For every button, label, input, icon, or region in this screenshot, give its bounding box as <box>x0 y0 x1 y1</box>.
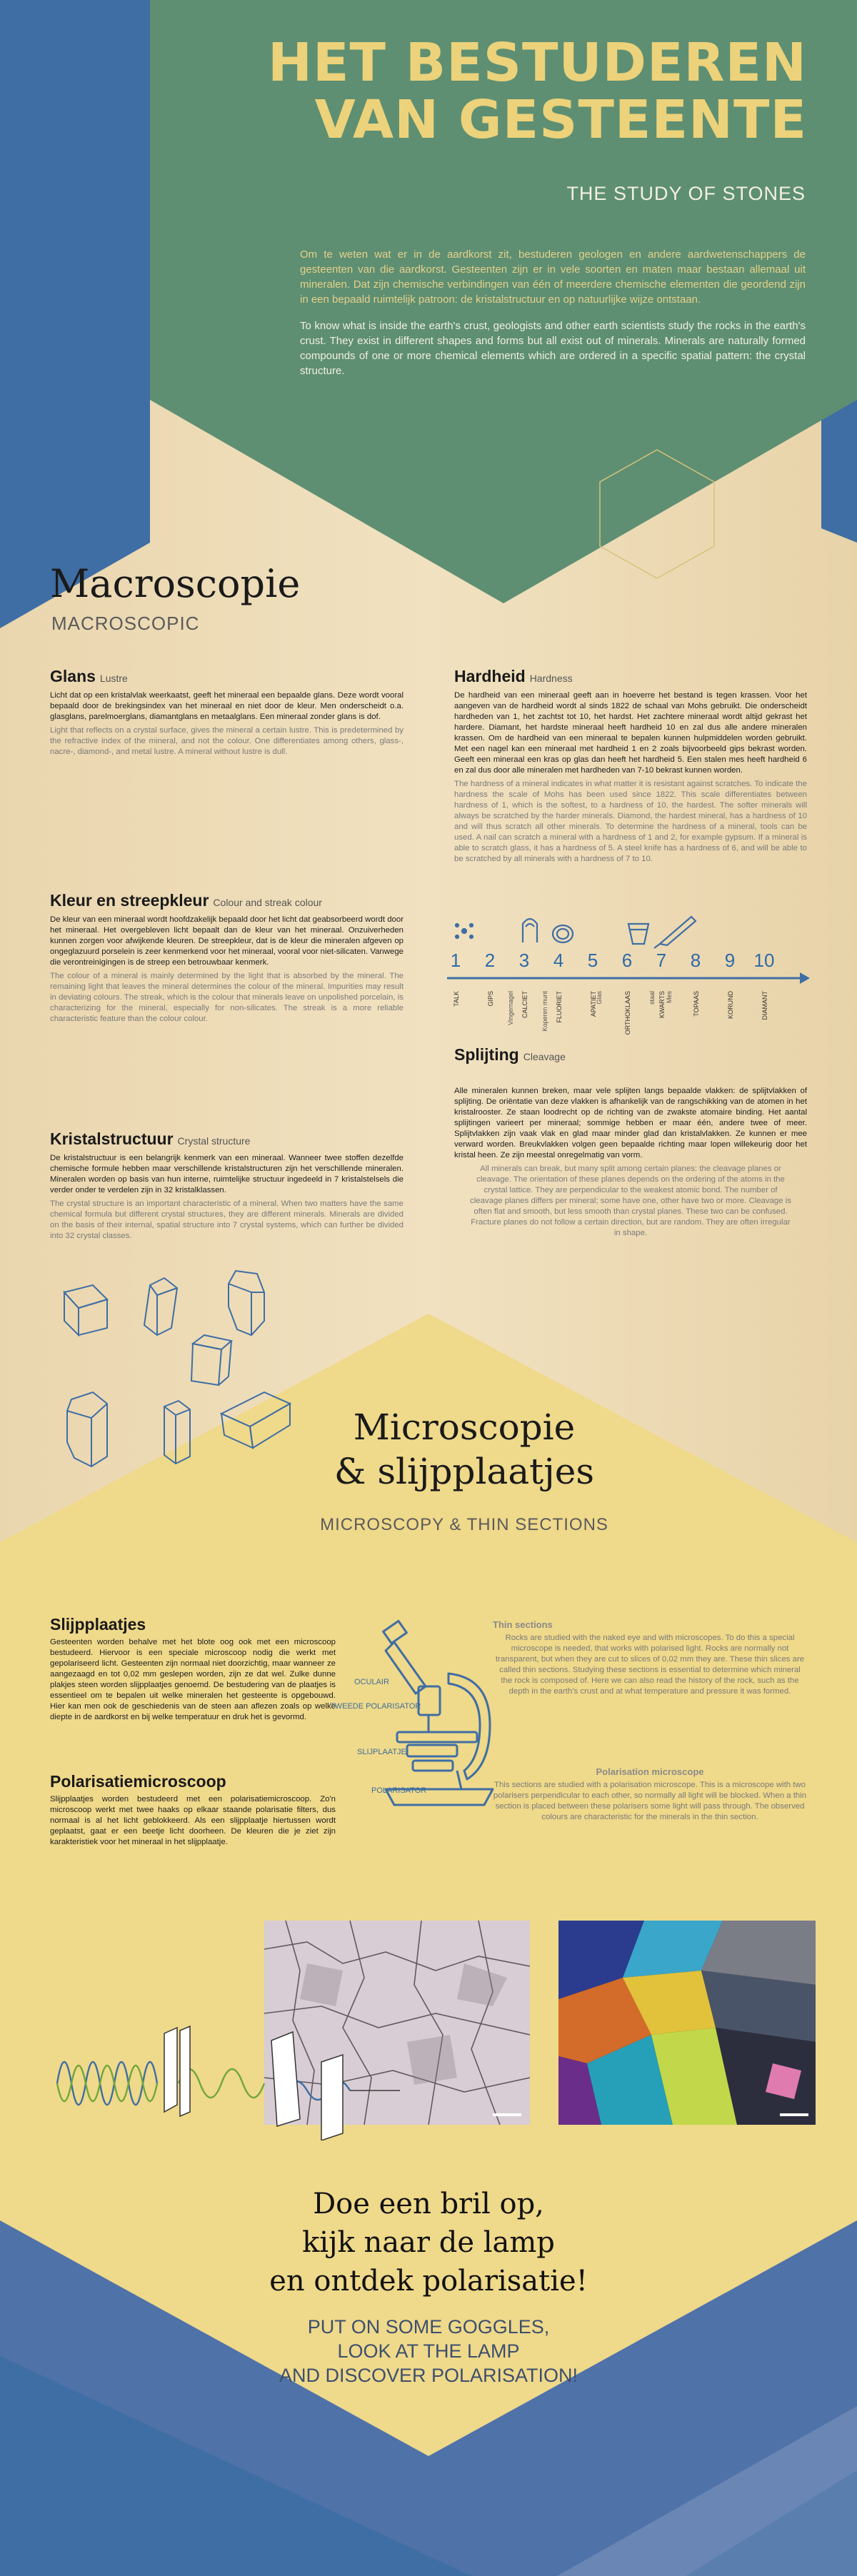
hardheid-nl: De hardheid van een mineraal geeft aan in hoeverre het bestand is tegen krassen. Voor het aangeven van de hardheid wordt al sinds 1822 de schaal van Mohs gebruikt. Die onderscheidt hardheden van 1, het zachtst tot 10, het hardst. Het zachtere mineraal wordt altijd gekrast het hardere. Diamant, het hardste mineraal heeft hardheid 10 en zal dus alle andere mineralen krassen. Om de hardheid van een mineraal te bepalen kunnen hulpmiddelen worden gebruikt. Met een nagel kan een mineraal met hardheid 1 en 2 zoals bijvoorbeeld gips bekrast worden. Geeft een mineraal een kras op glas dan heeft het hardheid 5. Een stalen mes heeft hardheid 6 en zal dus door alle mineralen met hardheden van 7-10 bekrast kunnen worden. <box>454 691 807 775</box>
glans-nl: Licht dat op een kristalvlak weerkaatst, geeft het mineraal een bepaalde glans. Deze wordt vooral bepaald door de brekingsindex van het mineraal en niet door de kleur. Men onderscheidt o.a. glasglans, parelmoerglans, diamantglans en metaalglans. Een mineraal zonder glans is dof. <box>50 691 404 721</box>
mohs-mineral-label: ORTHOKLAAS <box>624 991 631 1035</box>
section-kristal <box>50 1129 404 1242</box>
kristal-nl: De kristalstructuur is een belangrijk kenmerk van een mineraal. Wanneer twee stoffen dezelfde chemische formule hebben maar verschillende kristalstructuren zijn het verschillende mineralen. Mineralen worden op basis van hun interne, ruimtelijke structuur ingedeeld in 7 kristalstelsels die verder onder te verdelen zijn in 32 kristalklassen. <box>50 1154 404 1194</box>
cta-nl-line-1: Doe een bril op, <box>313 2188 544 2220</box>
slijpplaatjes-nl: Gesteenten worden behalve met het blote oog ook met een microscoop bestudeerd. Hiervoor is een speciale microscoop nodig die werkt met gepolariseerd licht. Gesteenten zijn normaal niet doorzichtig, maar wanneer ze aangezaagd en tot 0,02 mm geslepen worden, zijn ze dat wel. Zulke dunne plakjes steen worden slijpplaatjes genoemd. De bestudering van de plaatjes is essentieel om te bepalen uit welke mineralen het gesteente is opgebouwd. Hier kan men ook de geschiedenis van de steen aan aflezen zoals op welke diepte in de aardkorst en bij welke temperatuur en druk het is gevormd. <box>50 1638 336 1721</box>
section-heading: Polarisatiemicroscoop <box>50 1772 226 1791</box>
cta-nl-line-3: en ontdek polarisatie! <box>269 2265 588 2298</box>
mohs-number: 6 <box>621 950 633 971</box>
hardness-tools-illustration <box>448 912 706 950</box>
mohs-mineral-label: GIPS <box>487 991 494 1007</box>
fingernail-icon <box>523 919 537 942</box>
page-subtitle: THE STUDY OF STONES <box>566 183 806 204</box>
coin-icon <box>553 925 573 942</box>
mohs-number: 8 <box>690 950 701 971</box>
mohs-number: 10 <box>753 950 775 971</box>
macro-subtitle: MACROSCOPIC <box>51 613 200 634</box>
glass-icon <box>628 924 648 944</box>
thin-section-polarised-image <box>558 1921 816 2125</box>
mohs-mineral-label: APATIET <box>590 991 597 1017</box>
page-title <box>200 34 807 149</box>
section-heading: Glans Lustre <box>50 667 128 685</box>
section-heading: Slijpplaatjes <box>50 1615 146 1634</box>
splijting-nl: Alle mineralen kunnen breken, maar vele splijten langs bepaalde vlakken: de splijtvlakken of splijting. De oriëntatie van deze vlakken is afhankelijk van de rangschikking van de atomen in het kristalrooster. Ze staan loodrecht op de richting van de zwakste atomaire binding. Het aantal splijtingen varieert per mineraal; sommige hebben er maar één, andere twee of meer. Splijtvlakken zijn vaak vlak en glad maar minder glad dan kristalvlakken. Ze kunnen er mee verward worden. Breukvlakken volgen geen bepaalde richting maar lopen willekeurig door het kristal heen. Ze zijn meestal onregelmatig van vorm. <box>454 1087 807 1159</box>
mohs-mineral-label: TALK <box>453 991 460 1007</box>
intro-nl: Om te weten wat er in de aardkorst zit, bestuderen geologen en andere aardwetenschappers de gesteenten van die aardkorst. Gesteenten zijn er in vele soorten en maten maar bestaan allemaal uit mineralen. Dat zijn chemische verbindingen van één of meerdere chemische elementen die geordend zijn in een bepaald ruimtelijk patroon: de kristalstructuur en op natuurlijke wijze ontstaan. <box>300 248 806 306</box>
kristal-en: The crystal structure is an important characteristic of a mineral. When two matters have the same chemical formula but different crystal structures, they are different minerals. Minerals are divided on the basis of their internal, spatial structure into 7 crystal systems, which can further be divided into 32 crystal classes. <box>50 1199 404 1240</box>
hardness-tool-label: Glas <box>596 991 603 1005</box>
second-polariser-icon <box>321 2055 343 2140</box>
eyepiece-icon <box>384 1621 407 1643</box>
mohs-mineral-label: DIAMANT <box>761 991 768 1020</box>
mohs-number: 4 <box>553 950 564 971</box>
first-polariser-icon <box>164 2028 177 2112</box>
polarisation-wave-illustration <box>50 2012 407 2140</box>
polarisation-microscope-heading: Polarisation microscope <box>596 1766 704 1777</box>
tall-hexagon-crystal-icon <box>67 1392 107 1466</box>
intro-block <box>300 247 806 390</box>
mohs-number: 1 <box>450 950 461 971</box>
cta-en-line-2: LOOK AT THE LAMP <box>337 2340 520 2362</box>
section-kleur <box>50 891 404 1025</box>
polarisation-microscope-illustration <box>357 1618 507 1811</box>
splijting-en: All minerals can break, but many split among certain planes: the cleavage planes or cleavage. The orientation of these planes depends on the ordering of the atoms in the crystal lattice. They are perpendicular to the weakest atomic bond. The number of cleavage planes differs per mineral; some have one, other have two or more. Cleavage is often flat and smooth, but less smooth than crystal planes. These two can be confused. Fracture planes do not follow a certain direction, but are random. They are often irregular in shape. <box>470 1164 791 1237</box>
mohs-mineral-label: TOPAAS <box>693 991 700 1017</box>
polarisatiemicroscoop-nl: Slijpplaatjes worden bestudeerd met een polarisatiemicroscoop. Zo'n microscoop werkt met twee haaks op elkaar staande polarisatie filters, dus normaal is al het licht geblokkeerd. Als een slijpplaatje hiertussen wordt geplaatst, gaat er een beetje licht doorheen. De kleuren die je ziet zijn karakteristiek voor het mineraal in het slijpplaatje. <box>50 1795 336 1846</box>
mohs-number: 2 <box>484 950 496 971</box>
title-line-1: HET BESTUDEREN <box>268 32 807 94</box>
micro-title-line-2: & slijpplaatjes <box>334 1451 594 1492</box>
cta-en-line-1: PUT ON SOME GOGGLES, <box>307 2316 550 2338</box>
mohs-number: 9 <box>724 950 736 971</box>
section-splijting <box>454 1045 807 1239</box>
mohs-mineral-label: KWARTS <box>658 991 666 1019</box>
section-hardheid <box>454 667 807 865</box>
label-tweede-polarisator: TWEEDE POLARISATOR <box>330 1702 421 1711</box>
label-polarisator: POLARISATOR <box>371 1786 427 1795</box>
scale-arrow <box>447 971 810 985</box>
label-oculair: OCULAIR <box>354 1678 389 1686</box>
section-heading: Kleur en streepkleur Colour and streak colour <box>50 891 322 910</box>
mineral-icon <box>456 924 473 938</box>
rhombic-crystal-icon <box>191 1335 231 1385</box>
kleur-en: The colour of a mineral is mainly determined by the light that is absorbed by the mineral. The remaining light that leaves the mineral determines the colour of the mineral. Impurities may result in deviating colours. The streak, which is the colour that minerals leave on unpolished porcelain, is characterizing for the mineral, especially for non-silicates. The streak is a more reliable characteristic feature than the colour colour. <box>50 972 404 1023</box>
section-heading: Kristalstructuur Crystal structure <box>50 1129 251 1148</box>
mohs-scale <box>447 950 810 1057</box>
hardness-tool-label: Koperen munt <box>541 991 548 1032</box>
section-polarisation-microscope-en <box>493 1766 807 1823</box>
knife-icon <box>654 917 696 948</box>
prism-crystal-icon <box>144 1278 177 1335</box>
glans-en: Light that reflects on a crystal surface, gives the mineral a certain lustre. This is predetermined by the refractive index of the mineral, and not the colour. One differentiates among others, glass-, nacre-, diamond-, and metal lustre. A mineral without lustre is dull. <box>50 726 404 756</box>
column-crystal-icon <box>164 1401 190 1464</box>
section-heading: Splijting Cleavage <box>454 1045 566 1064</box>
mohs-number: 5 <box>587 950 598 971</box>
micro-title <box>214 1405 714 1494</box>
title-line-2: VAN GESTEENTE <box>314 89 807 151</box>
cta-block <box>214 2185 643 2388</box>
section-polarisatiemicroscoop <box>50 1772 336 1848</box>
hexagonal-crystal-icon <box>229 1271 264 1335</box>
intro-en: To know what is inside the earth's crust, geologists and other earth scientists study the rocks in the earth's crust. They exist in different shapes and forms but all exist out of minerals. Minerals are naturally formed compounds of one or more chemical elements which are ordered in a specific spatial pattern: the crystal structure. <box>300 320 806 377</box>
micro-title-line-1: Microscopie <box>353 1407 576 1448</box>
thin-sections-heading: Thin sections <box>493 1619 553 1630</box>
stage-icon <box>397 1732 477 1742</box>
micro-subtitle: MICROSCOPY & THIN SECTIONS <box>320 1515 608 1534</box>
mohs-mineral-label: FLUORIET <box>556 991 563 1023</box>
hardness-tool-label: staal <box>648 991 656 1005</box>
cta-nl-line-2: kijk naar de lamp <box>302 2226 555 2259</box>
macro-title: Macroscopie <box>50 561 301 606</box>
section-heading: Hardheid Hardness <box>454 667 573 685</box>
thin-section-icon <box>271 2032 300 2126</box>
polarisation-microscope-text: This sections are studied with a polarisation microscope. This is a microscope with two polarisers perpendicular to each other, so normally all light will be blocked. When a thin section is placed between these polarisers some light will pass through. The observed colours are characteristic for the minerals in the thin section. <box>493 1781 807 1821</box>
section-glans <box>50 667 404 758</box>
thin-sections-text: Rocks are studied with the naked eye and with microscopes. To do this a special microscope is needed, that works with polarised light. Rocks are normally not transparent, but when they are cut to slices of 0,02 mm they are. These thin slices are called thin sections. Studying these sections is essential to determine which mineral the rock is composed of. Here we can also read the history of the rock, such as the depth in the earth's crust and at what temperature and pressure it was formed. <box>495 1634 805 1696</box>
hardheid-en: The hardness of a mineral indicates in what matter it is resistant against scratches. To indicate the hardness the scale of Mohs has been used since 1822. This scale differentiates between hardness of 1, which is the softest, to a hardness of 10, the hardest. The softer minerals will always be scratched by the harder minerals. Diamond, the hardest mineral, has a hardness of 10 and will thus scratch all other minerals. To determine the hardness of a mineral, tools can be used. A nail can scratch a mineral with a hardness of 1 and 2, for example gypsum. If a mineral is able to scratch glass, it has a hardness of 5. A steel knife has a hardness of 6, and will be able to be scratched by all minerals with a hardness of 7 to 10. <box>454 780 807 863</box>
mohs-number: 3 <box>518 950 530 971</box>
mohs-number: 7 <box>656 950 667 971</box>
mohs-mineral-label: KORUND <box>727 991 734 1020</box>
label-slijplaatje: SLIJPLAATJE <box>357 1748 406 1756</box>
hardness-tool-label: Vingernagel <box>507 991 514 1025</box>
section-thin-sections-en <box>493 1619 807 1697</box>
cube-crystal-icon <box>64 1285 107 1335</box>
mohs-mineral-label: CALCIET <box>521 991 528 1019</box>
cta-en-line-3: AND DISCOVER POLARISATION! <box>279 2365 578 2386</box>
section-slijpplaatjes <box>50 1615 336 1723</box>
hardness-tool-label: Mes <box>666 991 673 1004</box>
kleur-nl: De kleur van een mineraal wordt hoofdzakelijk bepaald door het licht dat geabsorbeerd wordt door het mineraal. Het overgebleven licht bepaalt dan de kleur van het mineraal. Onzuiverheden kunnen zorgen voor afwijkende kleuren. De streepkleur, dat is de kleur die mineralen afgeven op ongeglazuurd porselein is zeer kenmerkend voor het mineraal, vooral voor niet-silicaten. Vanwege die verontreinigingen is de streep een betrouwbaar kenmerk. <box>50 915 404 967</box>
